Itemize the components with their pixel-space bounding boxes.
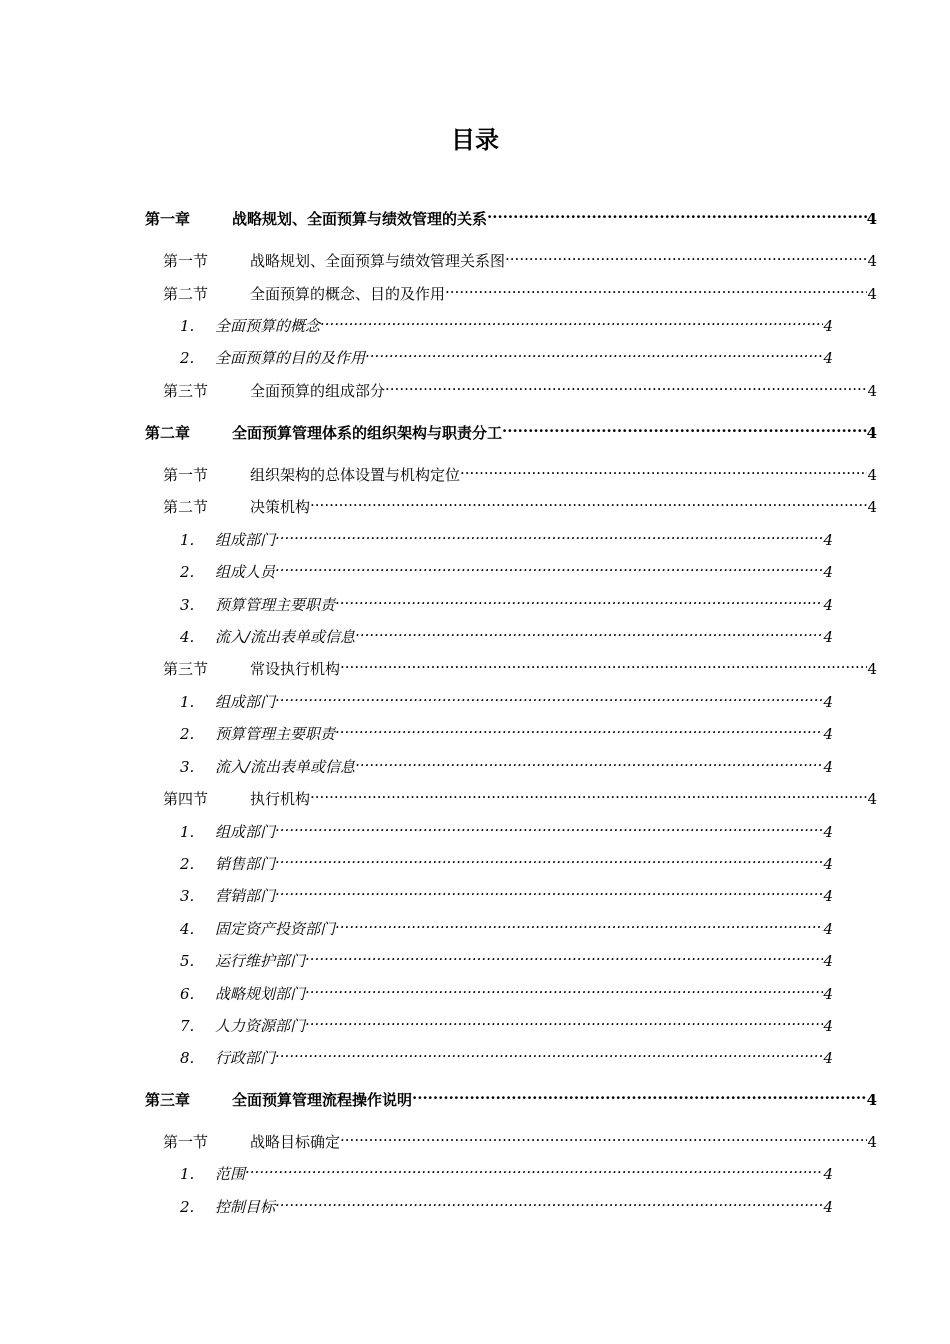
toc-entry-number: 2. <box>180 725 195 743</box>
dot-leader <box>340 652 867 674</box>
toc-entry-text: 全面预算的目的及作用 <box>215 349 366 367</box>
toc-entry-number: 3. <box>180 596 195 614</box>
toc-entry-text: 组成人员 <box>215 563 276 581</box>
toc-entry-text: 战略目标确定 <box>250 1133 341 1151</box>
toc-entry-item[interactable] <box>180 1157 833 1183</box>
toc-entry-number: 第二节 <box>163 498 209 516</box>
toc-entry-page-number: 4 <box>823 693 833 711</box>
toc-entry-section[interactable] <box>163 782 877 808</box>
toc-entry-item[interactable] <box>180 685 833 711</box>
toc-entry-text: 组织架构的总体设置与机构定位 <box>250 466 461 484</box>
toc-entry-text: 决策机构 <box>250 498 311 516</box>
toc-entry-text: 战略规划、全面预算与绩效管理的关系 <box>232 210 488 228</box>
dot-leader <box>335 588 823 610</box>
toc-entry-item[interactable] <box>180 977 833 1003</box>
toc-entry-number: 第一节 <box>163 1133 209 1151</box>
toc-entry-number: 7. <box>180 1017 195 1035</box>
toc-entry-number: 2. <box>180 349 195 367</box>
dot-leader <box>305 977 823 999</box>
dot-leader <box>245 1157 823 1179</box>
toc-entry-item[interactable] <box>180 341 833 367</box>
dot-leader <box>487 202 867 224</box>
toc-entry-text: 流入/流出表单或信息 <box>215 628 356 646</box>
toc-entry-page-number: 4 <box>823 1049 833 1067</box>
toc-entry-text: 预算管理主要职责 <box>215 596 336 614</box>
toc-entry-item[interactable] <box>180 847 833 873</box>
toc-entry-page-number: 4 <box>823 823 833 841</box>
toc-entry-page-number: 4 <box>867 660 877 678</box>
toc-entry-number: 第一章 <box>145 210 191 228</box>
dot-leader <box>305 944 823 966</box>
toc-entry-item[interactable] <box>180 588 833 614</box>
toc-entry-page-number: 4 <box>867 790 877 808</box>
dot-leader <box>412 1083 867 1105</box>
toc-entry-number: 第三节 <box>163 660 209 678</box>
toc-entry-text: 流入/流出表单或信息 <box>215 758 356 776</box>
toc-entry-page-number: 4 <box>823 855 833 873</box>
toc-entry-section[interactable] <box>163 490 877 516</box>
dot-leader <box>275 685 823 707</box>
toc-entry-text: 组成部门 <box>215 823 276 841</box>
toc-entry-page-number: 4 <box>866 424 877 442</box>
toc-entry-text: 全面预算的概念 <box>215 317 321 335</box>
toc-entry-text: 组成部门 <box>215 693 276 711</box>
toc-entry-section[interactable] <box>163 374 877 400</box>
toc-entry-number: 第二节 <box>163 285 209 303</box>
toc-entry-text: 执行机构 <box>250 790 311 808</box>
toc-entry-text: 战略规划、全面预算与绩效管理关系图 <box>250 252 506 270</box>
toc-entry-text: 常设执行机构 <box>250 660 341 678</box>
toc-entry-number: 2. <box>180 1198 195 1216</box>
dot-leader <box>275 847 823 869</box>
toc-entry-number: 第三节 <box>163 382 209 400</box>
dot-leader <box>320 309 823 331</box>
toc-entry-text: 全面预算管理流程操作说明 <box>232 1091 413 1109</box>
toc-entry-page-number: 4 <box>823 1165 833 1183</box>
toc-entry-text: 行政部门 <box>215 1049 276 1067</box>
dot-leader <box>275 1190 823 1212</box>
toc-entry-page-number: 4 <box>866 210 877 228</box>
toc-entry-number: 4. <box>180 920 195 938</box>
toc-entry-text: 组成部门 <box>215 531 276 549</box>
toc-entry-item[interactable] <box>180 944 833 970</box>
toc-entry-page-number: 4 <box>823 596 833 614</box>
dot-leader <box>355 750 823 772</box>
toc-entry-text: 预算管理主要职责 <box>215 725 336 743</box>
toc-entry-page-number: 4 <box>823 628 833 646</box>
dot-leader <box>305 1009 823 1031</box>
toc-entry-item[interactable] <box>180 912 833 938</box>
toc-entry-item[interactable] <box>180 717 833 743</box>
toc-entry-text: 全面预算管理体系的组织架构与职责分工 <box>232 424 503 442</box>
toc-entry-number: 8. <box>180 1049 195 1067</box>
toc-entry-page-number: 4 <box>823 985 833 1003</box>
dot-leader <box>460 458 867 480</box>
toc-entry-number: 3. <box>180 887 195 905</box>
toc-entry-number: 1. <box>180 823 195 841</box>
toc-entry-number: 2. <box>180 563 195 581</box>
toc-entry-item[interactable] <box>180 750 833 776</box>
dot-leader <box>385 374 867 396</box>
dot-leader <box>355 620 823 642</box>
toc-entry-number: 3. <box>180 758 195 776</box>
toc-entry-item[interactable] <box>180 309 833 335</box>
toc-entry-item[interactable] <box>180 1190 833 1216</box>
toc-entry-number: 1. <box>180 317 195 335</box>
toc-entry-text: 销售部门 <box>215 855 276 873</box>
toc-entry-number: 4. <box>180 628 195 646</box>
toc-title: 目录 <box>451 126 499 154</box>
toc-entry-text: 战略规划部门 <box>215 985 306 1003</box>
toc-entry-page-number: 4 <box>823 349 833 367</box>
toc-entry-page-number: 4 <box>823 317 833 335</box>
dot-leader <box>335 912 823 934</box>
toc-entry-number: 6. <box>180 985 195 1003</box>
toc-entry-item[interactable] <box>180 620 833 646</box>
toc-entry-page-number: 4 <box>823 920 833 938</box>
toc-entry-page-number: 4 <box>823 758 833 776</box>
toc-entry-page-number: 4 <box>867 285 877 303</box>
toc-entry-page-number: 4 <box>823 887 833 905</box>
dot-leader <box>340 1125 867 1147</box>
dot-leader <box>310 782 867 804</box>
toc-entry-number: 第三章 <box>145 1091 191 1109</box>
toc-entry-chapter[interactable] <box>145 202 877 228</box>
toc-entry-item[interactable] <box>180 1009 833 1035</box>
toc-entry-number: 2. <box>180 855 195 873</box>
dot-leader <box>275 1041 823 1063</box>
dot-leader <box>310 490 867 512</box>
toc-entry-item[interactable] <box>180 815 833 841</box>
toc-entry-section[interactable] <box>163 652 877 678</box>
toc-entry-page-number: 4 <box>867 498 877 516</box>
toc-entry-number: 1. <box>180 531 195 549</box>
toc-entry-number: 5. <box>180 952 195 970</box>
toc-entry-number: 1. <box>180 693 195 711</box>
toc-entry-item[interactable] <box>180 879 833 905</box>
toc-entry-number: 第四节 <box>163 790 209 808</box>
dot-leader <box>275 879 823 901</box>
toc-entry-number: 1. <box>180 1165 195 1183</box>
toc-entry-section[interactable] <box>163 1125 877 1151</box>
toc-entry-page-number: 4 <box>823 1198 833 1216</box>
toc-entry-number: 第二章 <box>145 424 191 442</box>
toc-entry-chapter[interactable] <box>145 1083 877 1109</box>
dot-leader <box>275 815 823 837</box>
toc-entry-page-number: 4 <box>823 531 833 549</box>
toc-entry-page-number: 4 <box>867 382 877 400</box>
toc-entry-text: 固定资产投资部门 <box>215 920 336 938</box>
toc-entry-text: 运行维护部门 <box>215 952 306 970</box>
toc-entry-text: 全面预算的组成部分 <box>250 382 386 400</box>
dot-leader <box>505 244 867 266</box>
toc-entry-page-number: 4 <box>823 1017 833 1035</box>
toc-entry-number: 第一节 <box>163 252 209 270</box>
toc-entry-item[interactable] <box>180 1041 833 1067</box>
toc-entry-text: 控制目标 <box>215 1198 276 1216</box>
dot-leader <box>275 555 823 577</box>
toc-entry-section[interactable] <box>163 244 877 270</box>
dot-leader <box>275 523 823 545</box>
dot-leader <box>445 277 867 299</box>
toc-entry-text: 人力资源部门 <box>215 1017 306 1035</box>
toc-entry-text: 全面预算的概念、目的及作用 <box>250 285 446 303</box>
toc-entry-page-number: 4 <box>867 466 877 484</box>
dot-leader <box>365 341 823 363</box>
toc-entry-number: 第一节 <box>163 466 209 484</box>
toc-entry-page-number: 4 <box>823 725 833 743</box>
toc-entry-item[interactable] <box>180 523 833 549</box>
toc-entry-page-number: 4 <box>867 1133 877 1151</box>
toc-entry-page-number: 4 <box>866 1091 877 1109</box>
toc-entry-page-number: 4 <box>823 563 833 581</box>
dot-leader <box>502 416 867 438</box>
toc-entry-text: 营销部门 <box>215 887 276 905</box>
toc-entry-text: 范围 <box>215 1165 246 1183</box>
dot-leader <box>335 717 823 739</box>
toc-entry-chapter[interactable] <box>145 416 877 442</box>
toc-entry-section[interactable] <box>163 277 877 303</box>
toc-entry-section[interactable] <box>163 458 877 484</box>
toc-entry-page-number: 4 <box>867 252 877 270</box>
toc-entry-item[interactable] <box>180 555 833 581</box>
toc-entry-page-number: 4 <box>823 952 833 970</box>
